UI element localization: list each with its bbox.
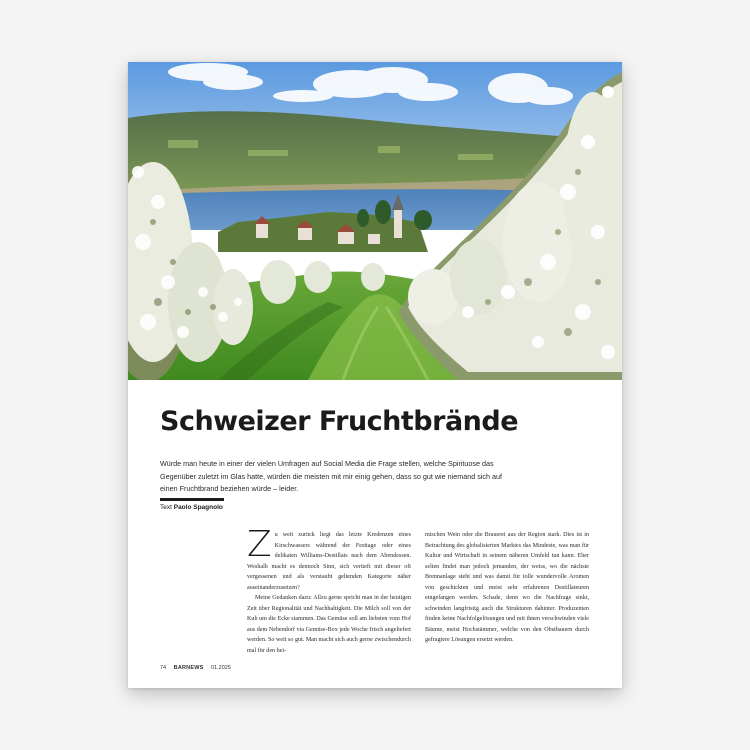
body-column-2 — [425, 530, 589, 646]
body-text: u weit zurück liegt das letzte Kredenzen eines Kirschwassers während der Festtage oder eines delikaten Williams-Destillats nach dem Abendessen. Weshalb macht es dennoch Sinn, sich vertieft mit dieser oft vergessenen und als verstaubt geltenden Kategorie näher auseinanderzusetzen? — [247, 532, 411, 591]
byline-prefix: Text — [160, 504, 172, 511]
byline-rule — [160, 498, 224, 501]
body-column-1 — [247, 524, 411, 656]
body-paragraph: Meine Gedanken dazu: Allzu gerne spricht man in der heutigen Zeit über Regionalität und Nachhaltigkeit. Die Milch soll von der Kuh um die Ecke stammen. Das Gemüse soll am liebsten vom Hof aus dem Nebendorf via Gemüse-Box jede Woche frisch angeliefert werden. So weit so gut. Man macht sich auch gerne zwischendurch mal für den hei- — [247, 595, 411, 654]
byline — [160, 504, 223, 511]
orchard-lake-photo — [128, 62, 622, 380]
body-paragraph — [247, 524, 411, 593]
page-number: 74 — [160, 665, 167, 671]
magazine-name: BARNEWS — [173, 665, 204, 671]
page-footer — [160, 665, 237, 671]
magazine-page — [128, 62, 622, 688]
issue-number: 01.2025 — [211, 665, 231, 671]
article-title: Schweizer Fruchtbrände — [160, 406, 519, 437]
drop-cap: Z — [247, 524, 272, 565]
hero-photo — [128, 62, 622, 380]
body-paragraph: mischen Wein oder die Brauerei aus der Region stark. Dies ist in Betrachtung des globalisierten Marktes das Mindeste, was man für Kultur und Wirtschaft in seinem näheren Umfeld tun kann. Eher selten findet man jedoch jemanden, der weiss, wo die nächste Brennanlage steht und was damit für tolle wundervolle Aromen von geschickten und meist sehr erfahrenen Destillateuren eingefangen werden. Schade, denn wo die Nachfrage sinkt, schwinden langfristig auch die Strukturen dahinter. Produzenten finden keine Nachfolgelösungen und mit ihnen verschwinden viele Bäume, meist Hochstämmer, welche von den Obstbauern durch gefragtere Lösungen ersetzt werden. — [425, 532, 589, 643]
article-lead: Würde man heute in einer der vielen Umfragen auf Social Media die Frage stellen, welche Spirituose das Gegenüber zuletzt im Glas hatte, würden die meisten mit mir einig gehen, dass so gut wie niemand sich auf einen Fruchtbrand beziehen würde – leider. — [160, 459, 502, 493]
byline-author: Paolo Spagnolo — [173, 504, 223, 511]
